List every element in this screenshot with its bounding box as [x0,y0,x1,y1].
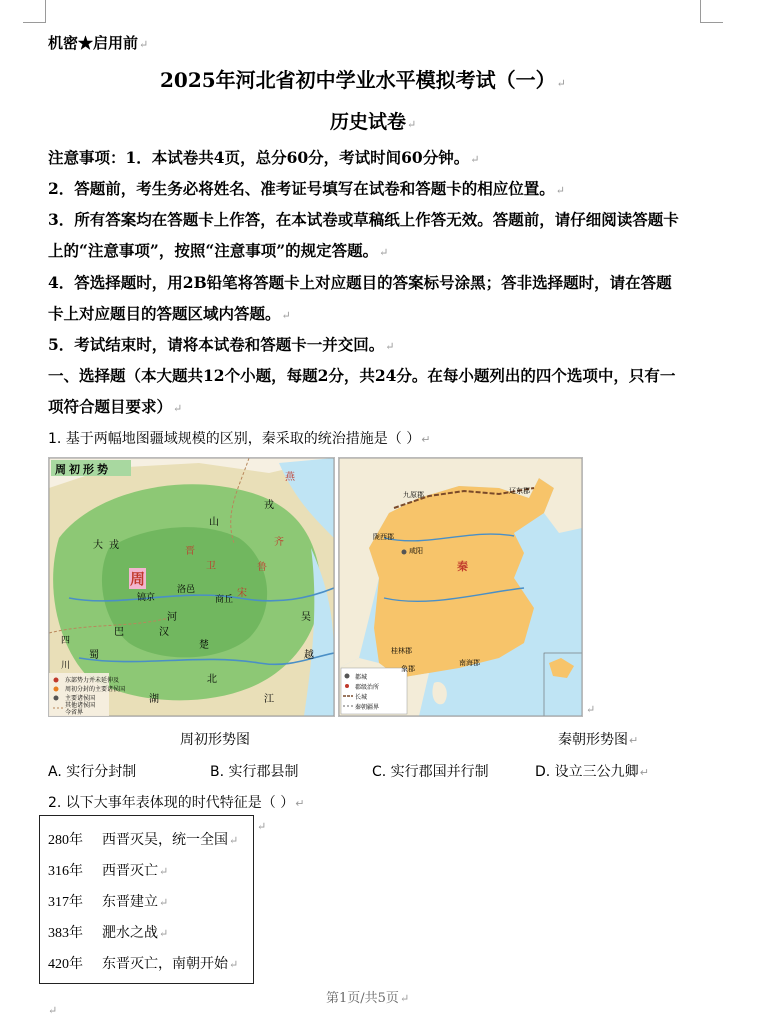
map1-label: 大戎 [93,540,125,551]
section-heading-cont: 项符合题目要求）↵ [48,397,183,416]
map2-legend-item: 秦朝疆界 [355,704,380,711]
map1-label: 蜀 [89,650,99,661]
note-line-4b: 卡上对应题目的答题区域内答题。↵ [48,304,291,323]
option-b: B. 实行郡县制 [210,764,299,780]
map1-label: 晋 [185,546,195,557]
subject-title: 历史试卷↵ [330,111,417,133]
table-row: 420年 东晋灭亡，南朝开始↵ [48,953,238,973]
map-qin-dynasty [338,457,583,717]
row-year: 317年 [48,895,83,910]
map2-label: 桂林郡 [391,647,412,655]
option-a: A. 实行分封制 [48,764,137,780]
option-c: C. 实行郡国并行制 [372,764,489,780]
option-d: D. 设立三公九卿↵ [535,764,649,780]
row-event: 东晋灭亡，南朝开始 [102,956,228,972]
map2-label: 南海郡 [459,659,480,667]
map2-legend-item: 郡级治所 [355,684,380,691]
map1-legend-item: 周初分封的主要诸侯国 [65,686,126,693]
map2-label: 辽东郡 [509,487,530,495]
table-row: 316年 西晋灭亡↵ [48,860,168,880]
map1-label: 鲁 [257,562,267,573]
map1-label: 镐京 [137,593,156,603]
section-heading: 一、选择题（本大题共12个小题，每题2分，共24分。在每小题列出的四个选项中，只有一 [48,366,676,385]
map1-label: 湖 [149,694,159,705]
map1-label: 卫 [206,561,216,572]
map1-label: 山 [209,517,219,528]
map1-label: 川 [61,661,71,671]
note-line-3: 3．所有答案均在答题卡上作答，在本试卷或草稿纸上作答无效。答题前，请仔细阅读答题卡 [48,210,679,229]
row-year: 280年 [48,833,83,848]
map1-caption: 周初形势图 [180,732,250,748]
table-row: 383年 淝水之战↵ [48,922,168,942]
note-line-1: 注意事项：1．本试卷共4页，总分60分，考试时间60分钟。↵ [48,148,480,167]
paragraph-mark: ↵ [257,820,267,833]
map1-label: 四 [61,636,71,646]
row-year: 383年 [48,926,83,941]
note-line-4: 4．答选择题时，用2B铅笔将答题卡上对应题目的答案标号涂黑；答非选择题时，请在答题 [48,273,672,292]
note-line-3b: 上的“注意事项”，按照“注意事项”的规定答题。↵ [48,241,389,260]
row-year: 420年 [48,957,83,972]
question-1-stem: 1. 基于两幅地图疆域规模的区别，秦采取的统治措施是（ ）↵ [48,431,431,447]
row-year: 316年 [48,864,83,879]
map2-caption: 秦朝形势图↵ [558,732,639,748]
map1-legend-item: 今省界 [65,709,84,716]
map2-legend-item: 都城 [355,674,368,681]
table-row: 317年 东晋建立↵ [48,891,168,911]
paragraph-mark: ↵ [48,1004,58,1017]
map1-legend-item: 东部势力并未延伸及 [65,677,120,684]
map1-label: 戎 [264,500,274,511]
map1-legend-item: 主要诸侯国 [65,695,96,702]
map1-label: 齐 [274,537,284,548]
map1-label: 北 [207,674,217,685]
map1-label: 汉 [159,627,169,638]
note-line-2: 2．答题前，考生务必将姓名、准考证号填写在试卷和答题卡的相应位置。↵ [48,179,566,198]
row-event: 西晋灭吴，统一全国 [102,832,228,848]
secret-label: 机密★启用前↵ [48,34,149,52]
row-event: 淝水之战 [102,925,158,941]
map1-label: 江 [264,694,274,705]
note-line-5: 5．考试结束时，请将本试卷和答题卡一并交回。↵ [48,335,395,354]
map2-label: 象郡 [401,665,415,673]
map2-label: 九原郡 [403,491,424,499]
map-zhou-early [48,457,335,717]
map1-title: 周初形势 [55,463,111,476]
map1-label: 越 [304,650,314,661]
map1-label: 商丘 [215,595,234,605]
row-event: 东晋建立 [102,894,158,910]
page-footer: 第1页/共5页↵ [326,991,410,1006]
corner-mark-right [700,0,723,23]
map2-label: 咸阳 [409,547,423,555]
chronology-table [39,815,254,984]
exam-title: 2025年河北省初中学业水平模拟考试（一）↵ [160,68,566,92]
map1-label: 洛邑 [177,585,196,595]
map1-label: 宋 [237,588,247,599]
table-row: 280年 西晋灭吴，统一全国↵ [48,829,238,849]
map2-center-label: 秦 [457,560,468,573]
map1-center-label: 周 [130,570,146,588]
map1-label: 燕 [285,472,295,483]
map1-label: 巴 [114,627,124,638]
map1-legend-item: 其他诸侯国 [65,702,96,709]
question-2-stem: 2. 以下大事年表体现的时代特征是（ ）↵ [48,795,305,811]
map1-label: 河 [167,612,177,623]
row-event: 西晋灭亡 [102,863,158,879]
map2-legend-item: 长城 [355,694,368,701]
map1-label: 吴 [301,612,311,623]
corner-mark-left [23,0,46,23]
map2-label: 陇西郡 [373,533,394,541]
paragraph-mark: ↵ [586,703,596,716]
map1-label: 楚 [199,640,209,651]
map-qin-svg [339,458,582,716]
